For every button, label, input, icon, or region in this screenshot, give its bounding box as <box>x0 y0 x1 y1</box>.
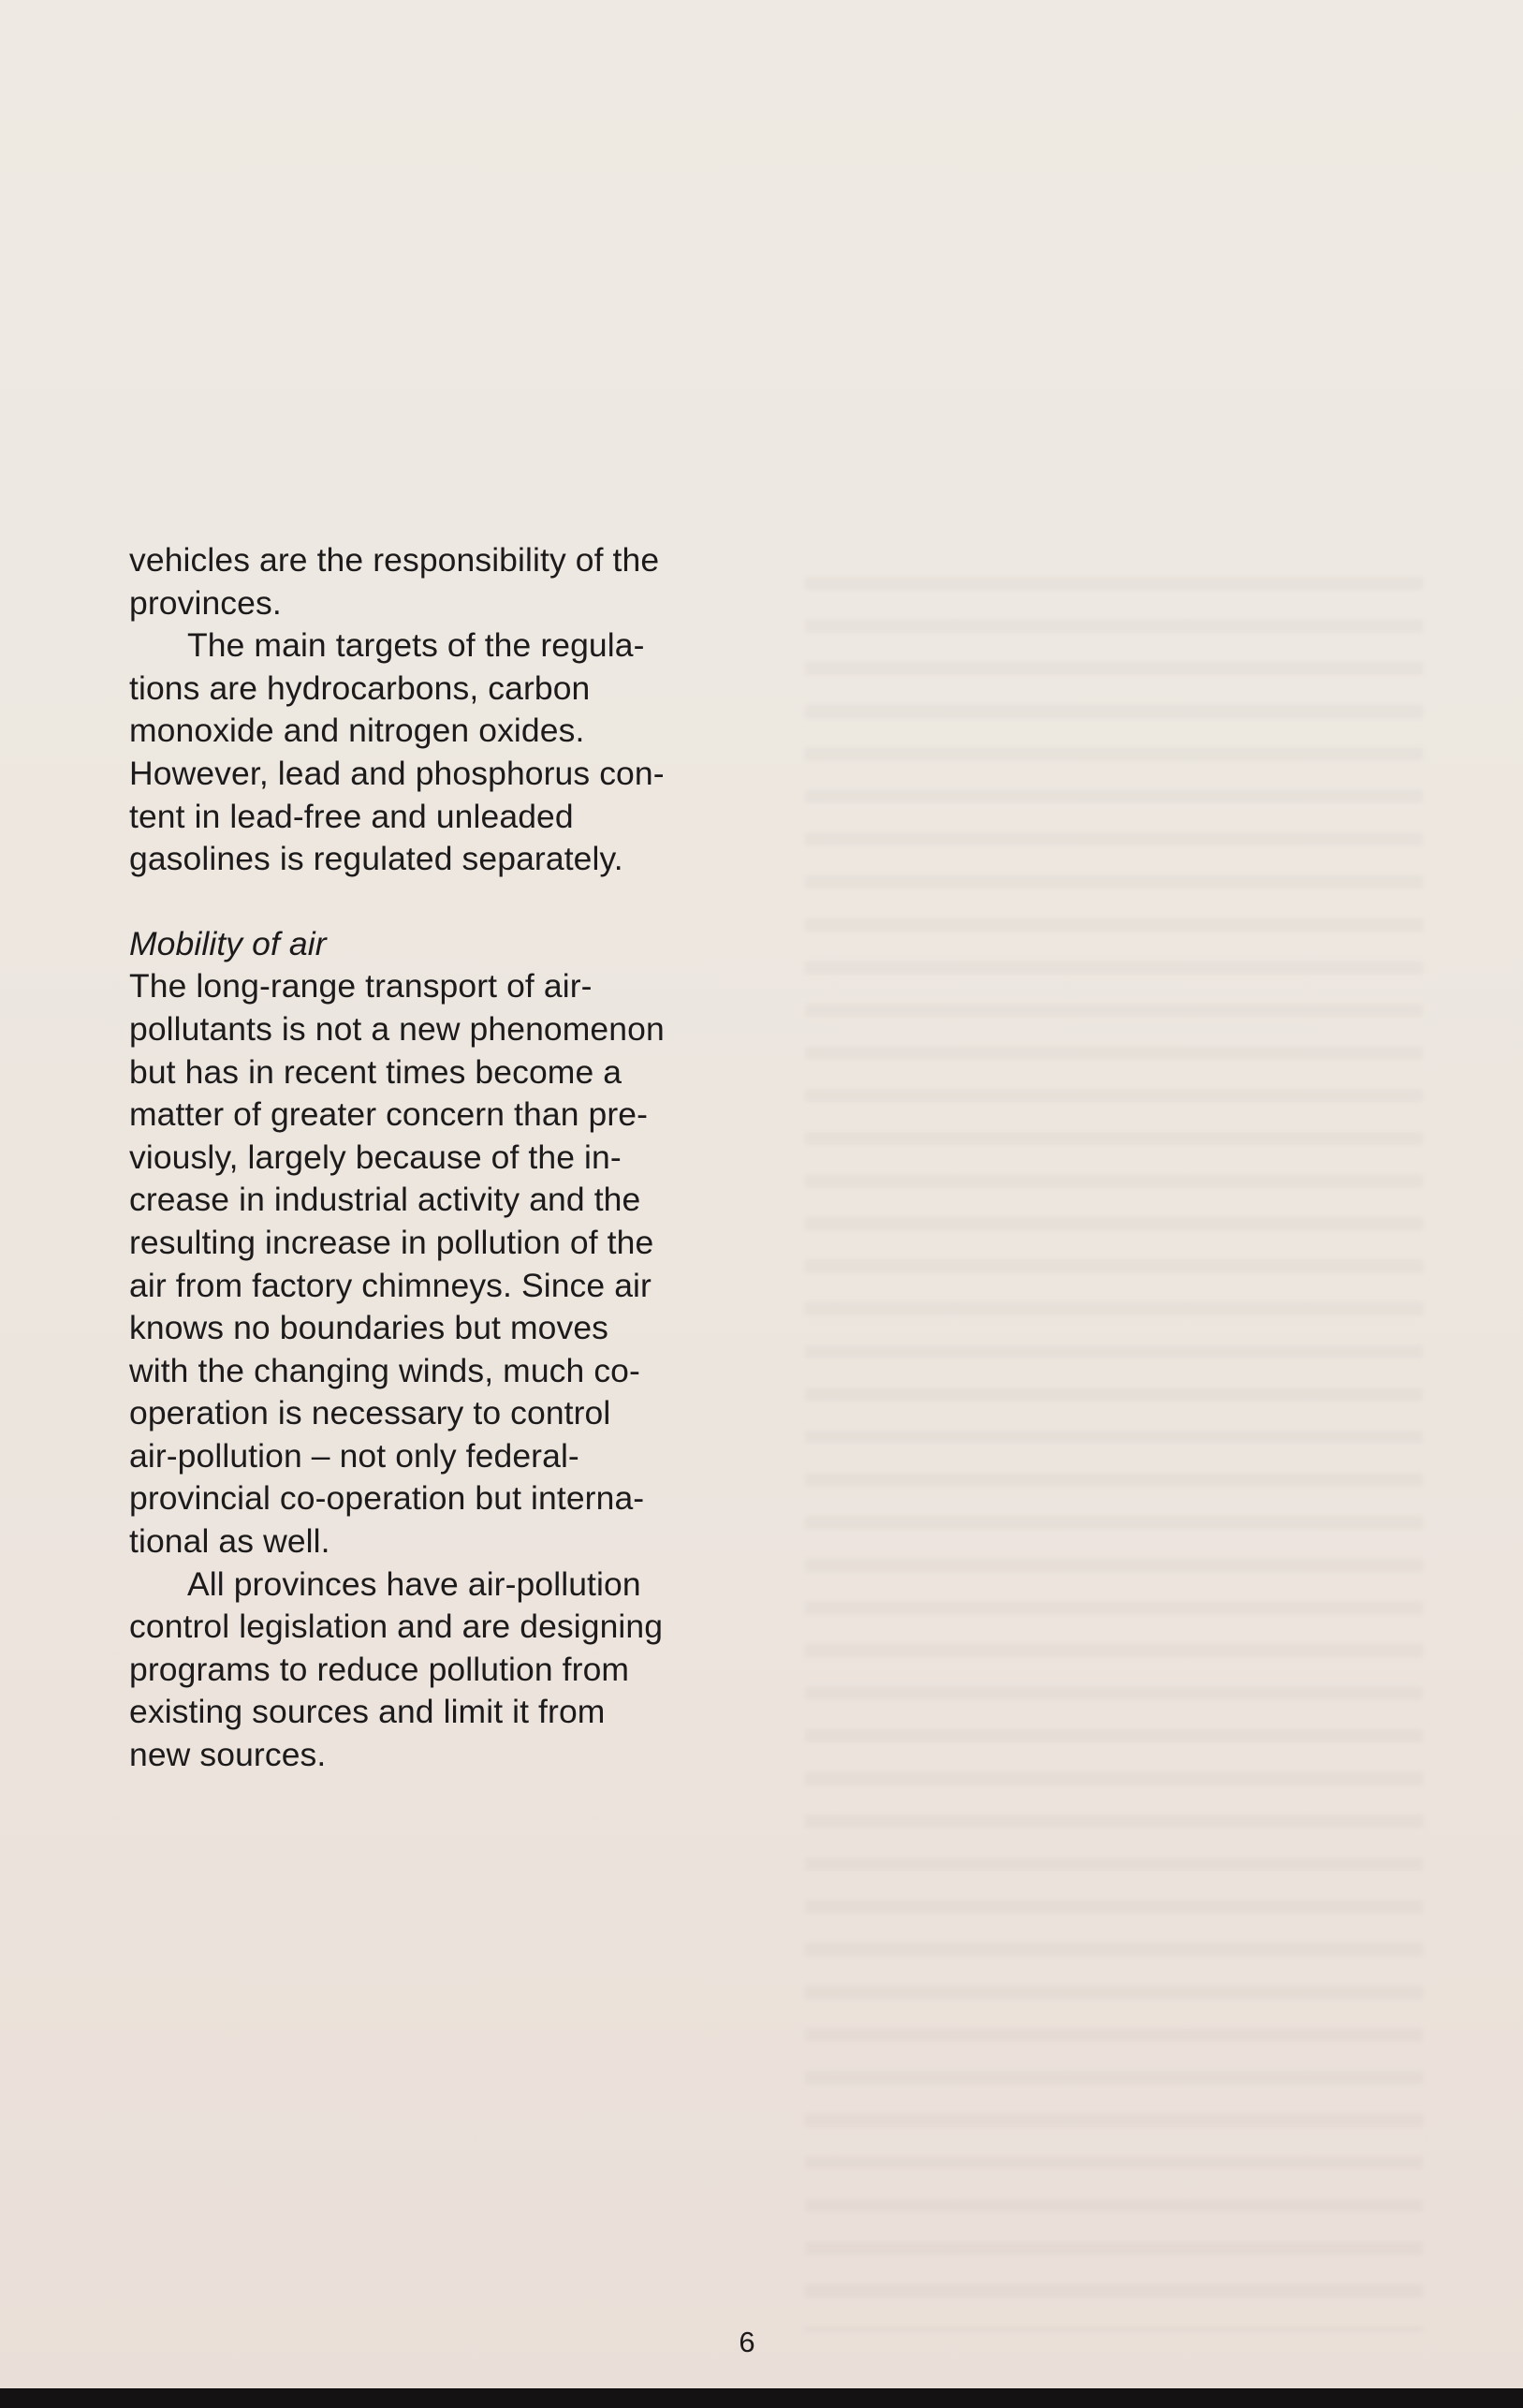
section-heading-mobility-of-air: Mobility of air <box>129 924 327 962</box>
page-number: 6 <box>739 2326 755 2358</box>
text-column <box>129 539 749 1777</box>
paragraph-long-range-transport: The long-range transport of air- pollutants is not a new phenomenon but has in recent times become a matter of greater concern than pre- viously, largely because of the in- crease in industrial activity and the resulting increase in pollution of the air from factory chimneys. Since air knows no boundaries but moves with the changing winds, much co- operation is necessary to control air-pollution – not only federal- provincial co-operation but interna- tional as well. <box>129 967 665 1561</box>
scan-bottom-edge <box>0 2388 1523 2408</box>
paragraph-vehicles: vehicles are the responsibility of the provinces. <box>129 541 660 622</box>
paragraph-regulation-targets: The main targets of the regula- tions are hydrocarbons, carbon monoxide and nitrogen oxides. However, lead and phosphorus con- tent in lead-free and unleaded gasolines is regulated separately. <box>129 626 665 878</box>
show-through-text-background <box>805 552 1423 2331</box>
paragraph-provincial-legislation: All provinces have air-pollution control legislation and are designing programs to reduce pollution from existing sources and limit it from new sources. <box>129 1564 664 1774</box>
